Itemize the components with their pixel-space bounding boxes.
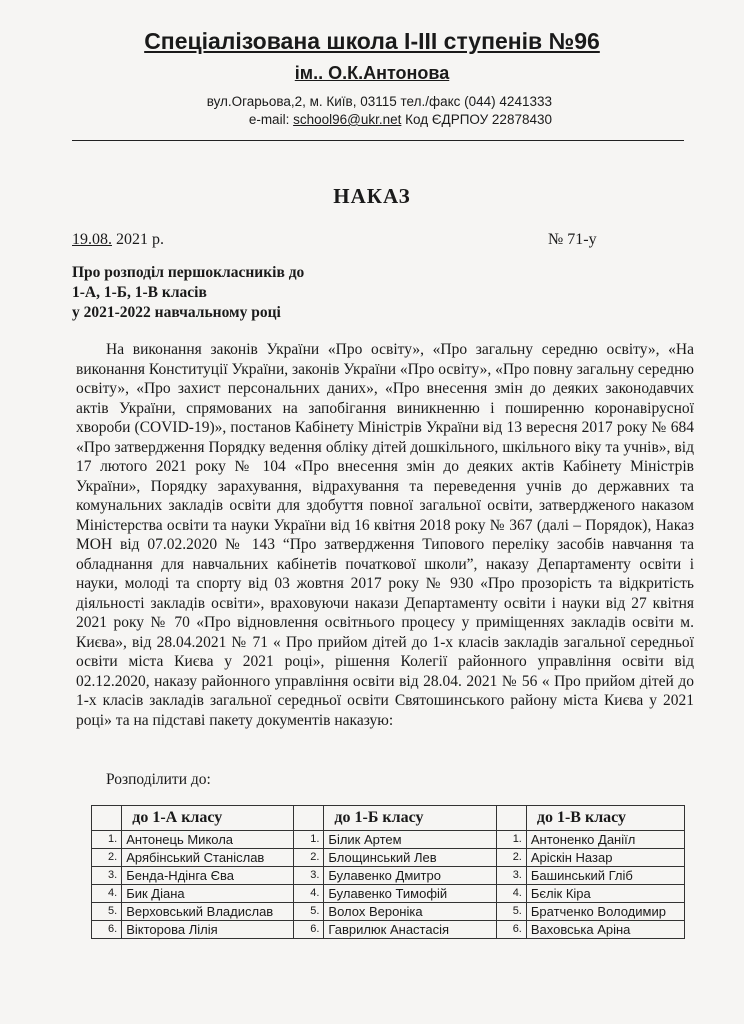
class-1a-number: 2. — [92, 849, 122, 867]
class-1c-student: Братченко Володимир — [526, 903, 684, 921]
order-date-year: 2021 р. — [112, 231, 164, 248]
school-named-after: ім.. О.К.Антонова — [294, 63, 450, 83]
class-1c-number: 3. — [496, 867, 526, 885]
school-name: Спеціалізована школа І-ІІІ ступенів №96 — [144, 28, 600, 54]
class-1b-student: Булавенко Дмитро — [324, 867, 496, 885]
class-1a-number: 5. — [92, 903, 122, 921]
class-1b-number: 4. — [294, 885, 324, 903]
class-1a-number: 1. — [92, 831, 122, 849]
class-1b-student: Булавенко Тимофій — [324, 885, 496, 903]
table-header-row — [92, 806, 685, 831]
class-1c-number: 6. — [496, 921, 526, 939]
class-1b-student: Волох Вероніка — [324, 903, 496, 921]
order-number: № 71-у — [548, 231, 597, 248]
class-1a-number: 3. — [92, 867, 122, 885]
class-1b-number: 6. — [294, 921, 324, 939]
class-1c-student: Ваховська Аріна — [526, 921, 684, 939]
class-1c-number: 5. — [496, 903, 526, 921]
order-date — [72, 231, 164, 249]
order-date-day: 19.08. — [72, 231, 112, 248]
header-spacer — [92, 806, 122, 831]
class-1c-number: 4. — [496, 885, 526, 903]
header-divider — [72, 140, 684, 141]
order-title: НАКАЗ — [333, 184, 411, 208]
class-1a-student: Верховський Владислав — [122, 903, 294, 921]
class-1b-student: Блощинський Лев — [324, 849, 496, 867]
subject-line: 1-А, 1-Б, 1-В класів — [72, 284, 207, 301]
distribute-label: Розподілити до: — [106, 771, 211, 788]
class-1c-student: Антоненко Даніїл — [526, 831, 684, 849]
edrpou-code: Код ЄДРПОУ 22878430 — [405, 112, 552, 127]
class-1b-number: 3. — [294, 867, 324, 885]
school-contacts — [249, 112, 552, 127]
table-row — [92, 885, 685, 903]
class-1a-number: 4. — [92, 885, 122, 903]
header-spacer — [496, 806, 526, 831]
class-1a-student: Вікторова Лілія — [122, 921, 294, 939]
class-1a-header: до 1-А класу — [122, 806, 294, 831]
class-1b-number: 1. — [294, 831, 324, 849]
class-1c-number: 2. — [496, 849, 526, 867]
subject-line: у 2021-2022 навчальному році — [72, 304, 281, 321]
class-1a-student: Бенда-Ндінга Єва — [122, 867, 294, 885]
order-subject — [72, 263, 304, 323]
class-1a-student: Антонець Микола — [122, 831, 294, 849]
class-1c-student: Башинський Гліб — [526, 867, 684, 885]
class-1c-student: Арiскін Назар — [526, 849, 684, 867]
class-1a-number: 6. — [92, 921, 122, 939]
class-1c-number: 1. — [496, 831, 526, 849]
class-1c-student: Бєлік Кіра — [526, 885, 684, 903]
class-1b-student: Білик Артем — [324, 831, 496, 849]
class-1b-student: Гаврилюк Анастасія — [324, 921, 496, 939]
table-row — [92, 831, 685, 849]
class-1b-number: 5. — [294, 903, 324, 921]
class-1a-student: Бик Діана — [122, 885, 294, 903]
table-row — [92, 849, 685, 867]
class-1b-number: 2. — [294, 849, 324, 867]
class-1c-header: до 1-В класу — [526, 806, 684, 831]
class-1a-student: Арябінський Станіслав — [122, 849, 294, 867]
order-body: На виконання законів України «Про освіту», «Про загальну середню освіту», «На виконання Конституції України, законів України «Про освіту», «Про повну загальну середню освіту», «Про захист персональних даних», «Про внесення змін до деяких законодавчих актів України, спрямованих на запобігання виникненню і поширенню коронавірусної хвороби (COVID-19)», постанов Кабінету Міністрів України від 13 вересня 2017 року № 684 «Про затвердження Порядку ведення обліку дітей дошкільного, шкільного віку та учнів», від 17 лютого 2021 року № 104 «Про внесення змін до деяких актів Кабінету Міністрів України», Порядку зарахування, відрахування та переведення учнів до державних та комунальних закладів освіти для здобуття повної загальної освіти, затвердженого наказом Міністерства освіти та науки України від 16 квітня 2018 року № 367 (далі – Порядок), Наказ МОН від 07.02.2020 № 143 “Про затвердження Типового переліку засобів навчання та обладнання для навчальних кабінетів початкової школи”, наказу Департаменту освіти і науки, молоді та спорту від 03 жовтня 2017 року № 930 «Про прозорість та відкритість діяльності закладів освіти», враховуючи накази Департаменту освіти і науки від 27 квітня 2021 року № 70 «Про відновлення освітнього процесу у приміщеннях закладів освіти м. Києва», від 28.04.2021 № 71 « Про прийом дітей до 1-х класів закладів загальної середньої освіти міста Києва у 2021 році», рішення Колегії районного управління освіти від 02.12.2020, наказу районного управління освіти від 28.04. 2021 № 56 « Про прийом дітей до 1-х класів закладів загальної середньої освіти Святошинського району міста Києва у 2021 році» та на підставі пакету документів наказую: — [76, 341, 694, 729]
email-link[interactable]: school96@ukr.net — [293, 112, 402, 127]
school-address: вул.Огарьова,2, м. Київ, 03115 тел./факс (044) 4241333 — [206, 94, 552, 109]
table-row — [92, 903, 685, 921]
table-row — [92, 867, 685, 885]
subject-line: Про розподіл першокласників до — [72, 264, 305, 281]
class-1b-header: до 1-Б класу — [324, 806, 496, 831]
header-spacer — [294, 806, 324, 831]
class-distribution-table — [91, 805, 685, 939]
email-label: e-mail: — [248, 112, 290, 127]
table-row — [92, 921, 685, 939]
